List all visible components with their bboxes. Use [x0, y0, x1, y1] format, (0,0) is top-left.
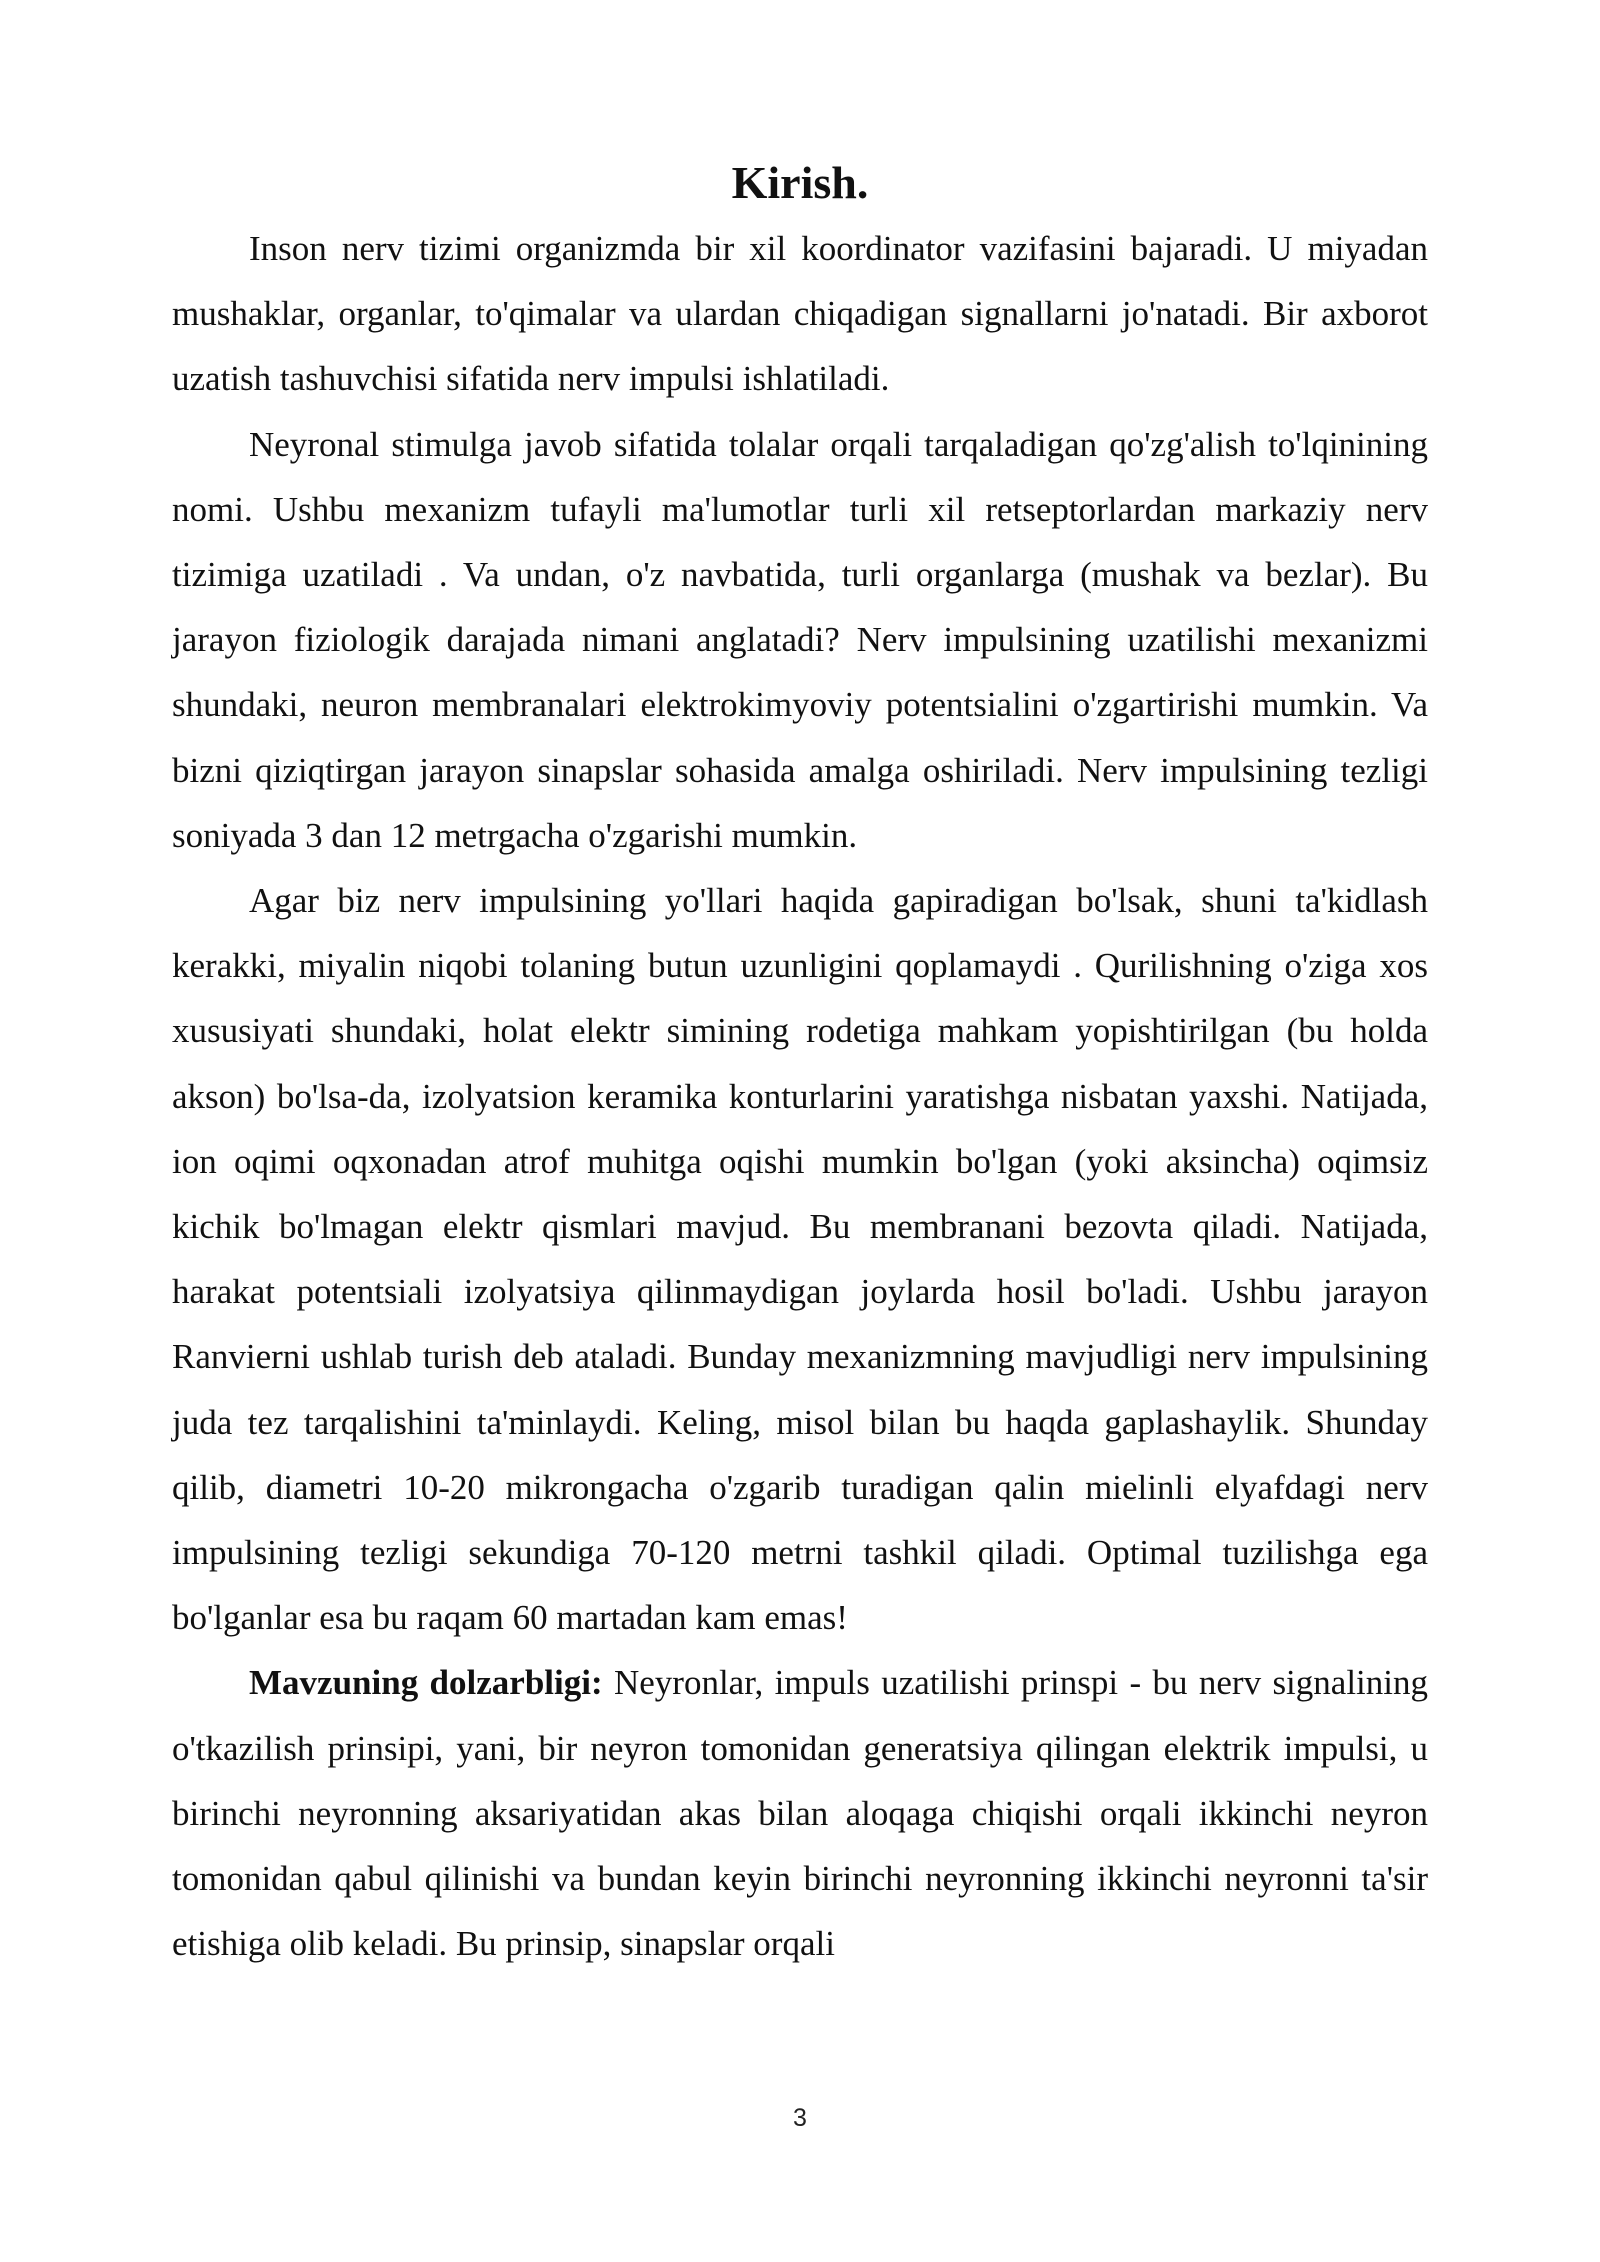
relevance-heading: Mavzuning dolzarbligi:	[249, 1663, 603, 1703]
page-number: 3	[793, 2104, 807, 2132]
section-title: Kirish.	[731, 157, 869, 208]
paragraph-neuronal-stimulus: Neyronal stimulga javob sifatida tolalar orqali tarqaladigan qo'zg'alish to'lqinining nomi. Ushbu mexanizm tufayli ma'lumotlar turli xil retseptorlardan markaziy nerv tizimiga uzatiladi . Va undan, o'z navbatida, turli organlarga (mushak va bezlar). Bu jarayon fiziologik darajada nimani anglatadi? Nerv impulsining uzatilishi mexanizmi shundaki, neuron membranalari elektrokimyoviy potentsialini o'zgartirishi mumkin. Va bizni qiziqtirgan jarayon sinapslar sohasida amalga oshiriladi. Nerv impulsining tezligi soniyada 3 dan 12 metrgacha o'zgarishi mumkin.	[172, 424, 1428, 855]
paragraph-impulse-pathways: Agar biz nerv impulsining yo'llari haqida gapiradigan bo'lsak, shuni ta'kidlash kerakki, miyalin niqobi tolaning butun uzunligini qoplamaydi . Qurilishning o'ziga xos xususiyati shundaki, holat elektr simining rodetiga mahkam yopishtirilgan (bu holda akson) bo'lsa-da, izolyatsion keramika konturlarini yaratishga nisbatan yaxshi. Natijada, ion oqimi oqxonadan atrof muhitga oqishi mumkin bo'lgan (yoki aksincha) oqimsiz kichik bo'lmagan elektr qismlari mavjud. Bu membranani bezovta qiladi. Natijada, harakat potentsiali izolyatsiya qilinmaydigan joylarda hosil bo'ladi. Ushbu jarayon Ranvierni ushlab turish deb ataladi. Bunday mexanizmning mavjudligi nerv impulsining juda tez tarqalishini ta'minlaydi. Keling, misol bilan bu haqda gaplashaylik. Shunday qilib, diametri 10-20 mikrongacha o'zgarib turadigan qalin mielinli elyafdagi nerv impulsining tezligi sekundiga 70-120 metrni tashkil qiladi. Optimal tuzilishga ega bo'lganlar esa bu raqam 60 martadan kam emas!	[172, 881, 1428, 1638]
relevance-text: Neyronlar, impuls uzatilishi prinspi - bu nerv signalining o'tkazilish prinsipi, yani, bir neyron tomonidan generatsiya qilingan elektrik impulsi, u birinchi neyronning aksariyatidan akas bilan aloqaga chiqishi orqali ikkinchi neyron tomonidan qabul qilinishi va bundan keyin birinchi neyronning ikkinchi neyronni ta'sir etishiga olib keladi. Bu prinsip, sinapslar orqali	[172, 1663, 1428, 1964]
paragraph-relevance	[172, 1650, 1428, 1976]
page-content	[172, 150, 1428, 1976]
paragraph-intro: Inson nerv tizimi organizmda bir xil koordinator vazifasini bajaradi. U miyadan mushaklar, organlar, to'qimalar va ulardan chiqadigan signallarni jo'natadi. Bir axborot uzatish tashuvchisi sifatida nerv impulsi ishlatiladi.	[172, 229, 1428, 399]
